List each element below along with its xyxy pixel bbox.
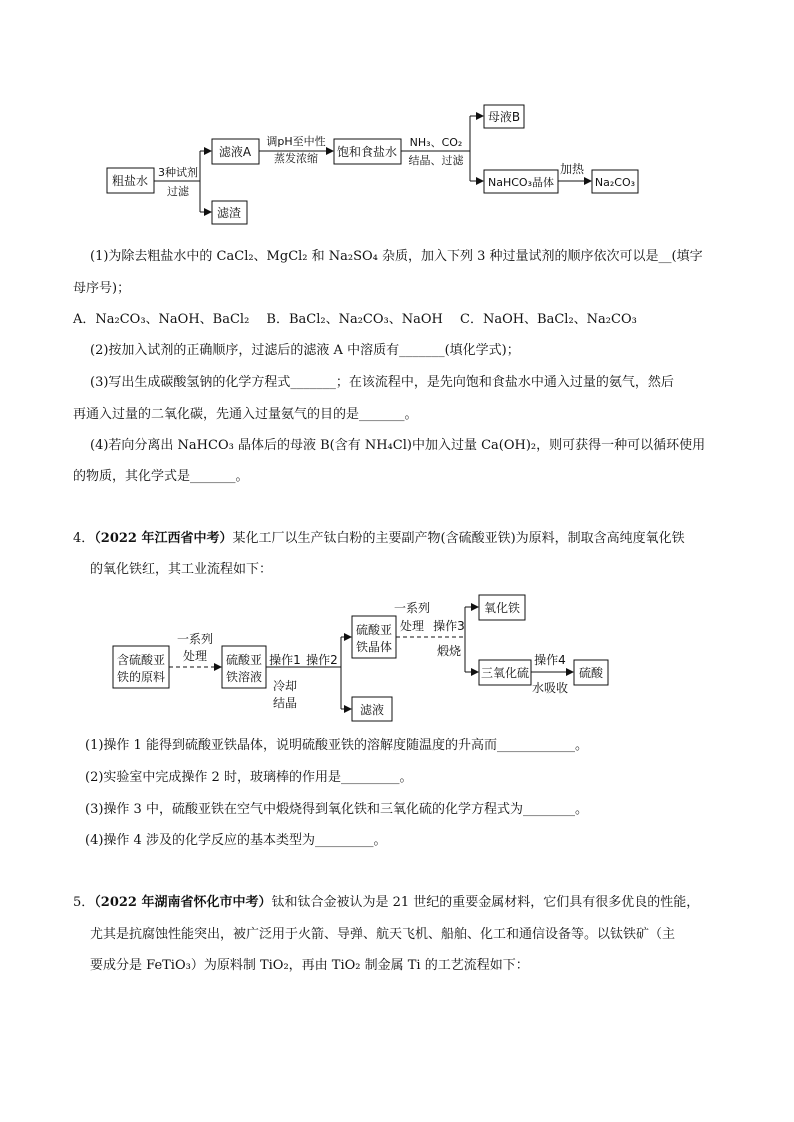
saturated-brine-label: 饱和食盐水	[336, 145, 398, 159]
filtrate-a-label: 滤液A	[218, 145, 252, 159]
q4-stem-text: 某化工厂以生产钛白粉的主要副产物(含硫酸亚铁)为原料，制取含高纯度氧化铁	[232, 531, 685, 546]
series2-line2: 处理	[399, 619, 425, 633]
reagent-label: 3种试剂	[158, 166, 198, 179]
q5-stem-line2: 尤其是抗腐蚀性能突出，被广泛用于火箭、导弹、航天飞机、船舶、化工和通信设备等。以钛铁矿（主	[90, 927, 676, 942]
q4-number: 4．	[73, 531, 95, 546]
cool-line1: 冷却	[272, 679, 298, 693]
q4-source: （2022 年江西省中考）	[94, 531, 233, 546]
op4-label: 操作4	[534, 653, 566, 667]
filter-label: 过滤	[167, 185, 189, 198]
q3-part2: (2)按加入试剂的正确顺序，过滤后的滤液 A 中溶质有_______(填化学式)；	[90, 343, 520, 358]
crystallize-label: 结晶、过滤	[408, 154, 464, 167]
residue-label: 滤渣	[216, 206, 242, 220]
q3-part3-line2: 再通入过量的二氧化碳，先通入过量氨气的目的是_______。	[73, 407, 418, 422]
gases-label: NH₃、CO₂	[409, 136, 463, 149]
nahco3-crystal-label: NaHCO₃晶体	[488, 176, 554, 189]
cool-line2: 结晶	[272, 696, 298, 710]
op1-label: 操作1	[269, 653, 301, 667]
q3-options: A．Na₂CO₃、NaOH、BaCl₂ B．BaCl₂、Na₂CO₃、NaOH C．NaOH、BaCl₂、Na₂CO₃	[73, 312, 637, 327]
filtrate-label: 滤液	[359, 703, 385, 717]
q5-stem-line1	[73, 893, 699, 912]
na2co3-label: Na₂CO₃	[594, 176, 636, 189]
series1-line1: 一系列	[176, 632, 214, 646]
series1-line2: 处理	[182, 649, 208, 663]
water-absorb-label: 水吸收	[531, 681, 569, 695]
ferrous-solution-line1: 硫酸亚	[225, 653, 263, 667]
ferrous-crystal-line1: 硫酸亚	[355, 623, 393, 637]
q4-part2: (2)实验室中完成操作 2 时，玻璃棒的作用是_________。	[85, 770, 413, 785]
q4-part3: (3)操作 3 中，硫酸亚铁在空气中煅烧得到氧化铁和三氧化硫的化学方程式为________。	[85, 802, 588, 817]
series2-line1: 一系列	[393, 601, 431, 615]
op3-label: 操作3	[433, 619, 465, 633]
crude-brine-label: 粗盐水	[111, 174, 149, 188]
q4-part4: (4)操作 4 涉及的化学反应的基本类型为_________。	[85, 833, 387, 848]
q3-part3-line1: (3)写出生成碳酸氢钠的化学方程式_______；在该流程中，是先向饱和食盐水中通入过量的氨气，然后	[90, 375, 674, 390]
ferrous-crystal-line2: 铁晶体	[355, 640, 393, 654]
q3-part1-line1: (1)为除去粗盐水中的 CaCl₂、MgCl₂ 和 Na₂SO₄ 杂质，加入下列 3 种过量试剂的顺序依次可以是__(填字	[90, 249, 703, 264]
q4-stem-line2: 的氧化铁红，其工业流程如下：	[90, 562, 273, 577]
q5-stem-text: 钛和钛合金被认为是 21 世纪的重要金属材料，它们具有很多优良的性能，	[271, 895, 700, 910]
iron-oxide-label: 氧化铁	[483, 601, 521, 615]
op2-label: 操作2	[306, 653, 338, 667]
heat-label: 加热	[559, 162, 585, 176]
sulfuric-acid-label: 硫酸	[578, 666, 604, 680]
adjust-ph-label: 调pH至中性	[266, 135, 326, 148]
q3-part4-line1: (4)若向分离出 NaHCO₃ 晶体后的母液 B(含有 NH₄Cl)中加入过量 Ca(OH)₂，则可获得一种可以循环使用	[90, 438, 706, 453]
q3-part4-line2: 的物质，其化学式是_______。	[73, 469, 249, 484]
q5-number: 5．	[73, 895, 95, 910]
ferrous-solution-line2: 铁溶液	[225, 670, 263, 684]
so3-label: 三氧化硫	[480, 666, 530, 680]
q5-source: （2022 年湖南省怀化市中考）	[94, 895, 272, 910]
mother-liquor-b-label: 母液B	[487, 110, 521, 124]
calcine-label: 煅烧	[436, 644, 462, 658]
q5-stem-line3: 要成分是 FeTiO₃）为原料制 TiO₂，再由 TiO₂ 制金属 Ti 的工艺流程如下：	[90, 958, 529, 973]
raw-material-line2: 铁的原料	[116, 670, 166, 684]
q4-part1: (1)操作 1 能得到硫酸亚铁晶体，说明硫酸亚铁的溶解度随温度的升高而____________。	[85, 738, 588, 753]
raw-material-line1: 含硫酸亚	[116, 653, 166, 667]
evaporate-label: 蒸发浓缩	[274, 152, 318, 165]
q3-part1-line2: 母序号)；	[73, 281, 131, 296]
